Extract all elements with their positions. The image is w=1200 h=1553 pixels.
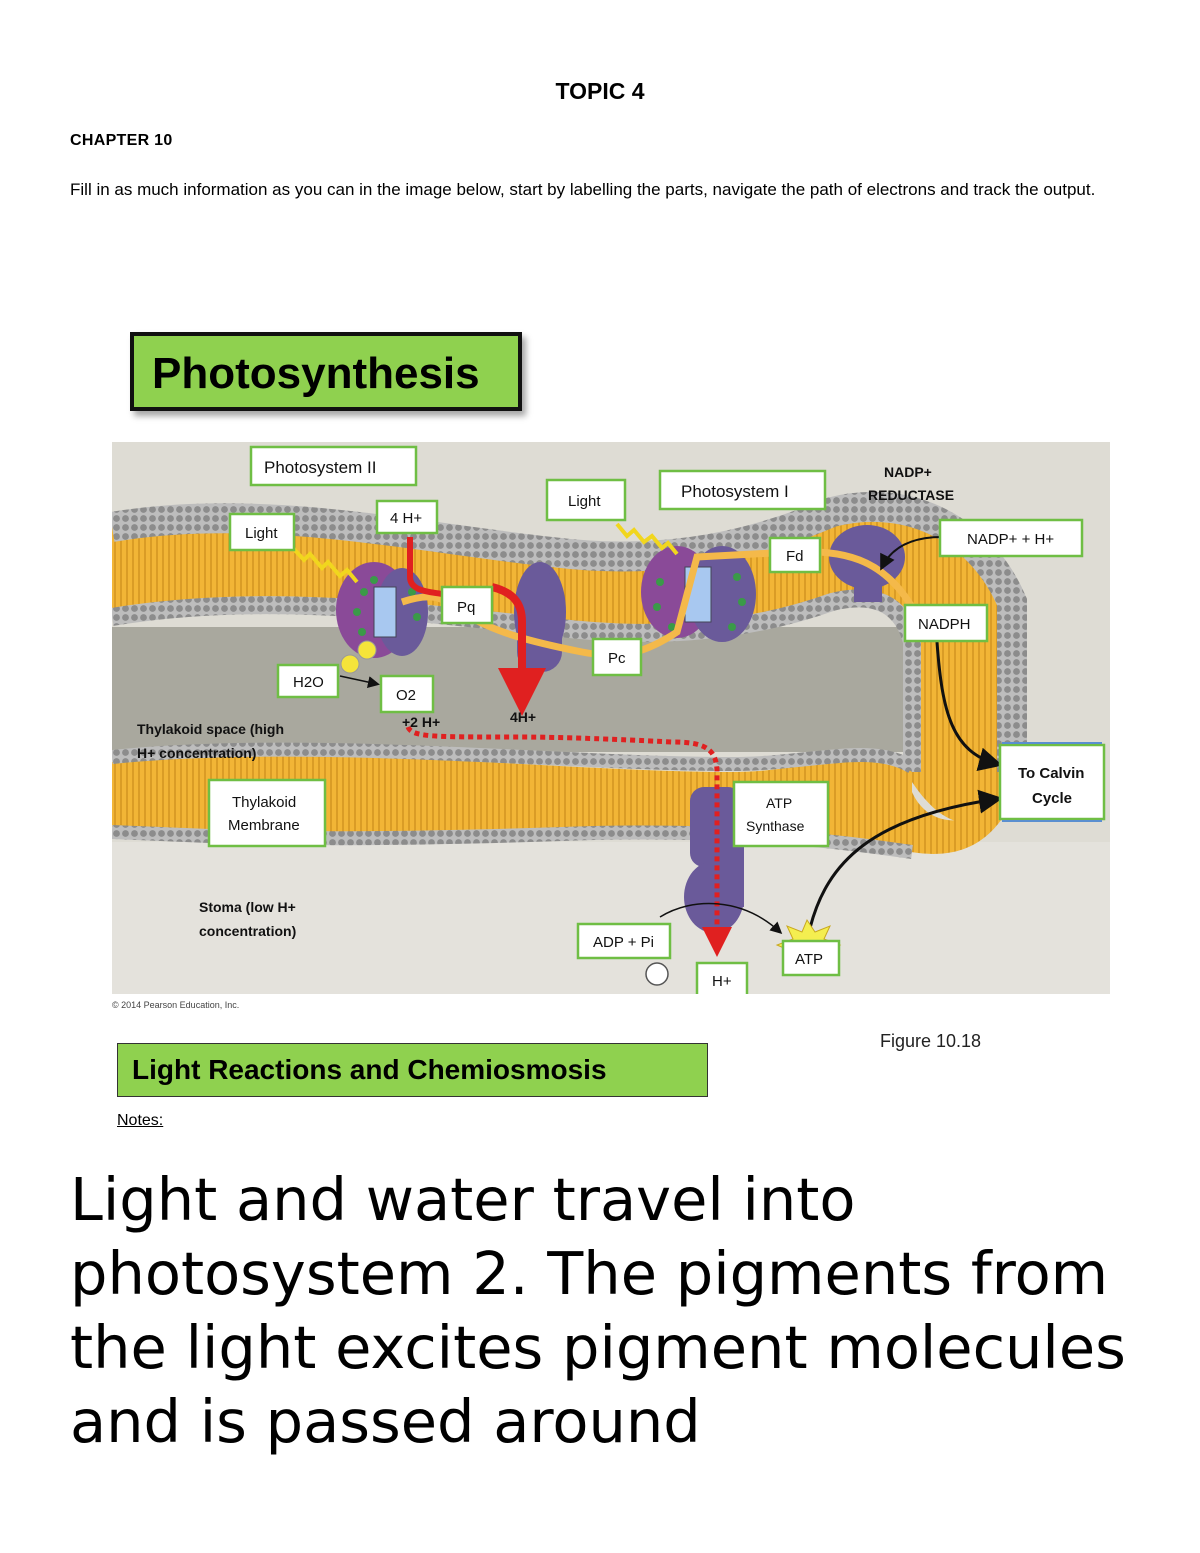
label-thylakoid-space-line2: H+ concentration) bbox=[137, 745, 257, 761]
light-reactions-title: Light Reactions and Chemiosmosis bbox=[117, 1043, 708, 1097]
label-o2: O2 bbox=[396, 687, 417, 704]
label-thylakoid-membrane-line2: Membrane bbox=[228, 817, 300, 834]
label-box-h2o bbox=[278, 665, 338, 697]
label-thylakoid-membrane-line1: Thylakoid bbox=[232, 794, 297, 811]
empty-marker-circle bbox=[646, 963, 668, 985]
label-box-photosystem-ii bbox=[251, 447, 416, 485]
label-box-atp-synthase bbox=[734, 782, 828, 846]
label-nadph: NADPH bbox=[918, 616, 971, 633]
label-box-o2 bbox=[381, 676, 433, 712]
label-pc: Pc bbox=[608, 650, 626, 667]
label-h-plus: H+ bbox=[712, 973, 732, 990]
label-box-atp bbox=[783, 941, 839, 975]
label-stroma-line2: concentration) bbox=[199, 923, 297, 939]
topic-heading: TOPIC 4 bbox=[555, 78, 645, 104]
label-4h-plus: 4 H+ bbox=[390, 510, 423, 527]
label-thylakoid-space-line1: Thylakoid space (high bbox=[137, 721, 285, 737]
figure-caption: Figure 10.18 bbox=[880, 1031, 982, 1051]
label-box-fd bbox=[770, 538, 820, 572]
label-light-left: Light bbox=[245, 525, 278, 542]
label-stroma-line1: Stoma (low H+ bbox=[199, 899, 296, 915]
label-2h-plus: +2 H+ bbox=[402, 714, 441, 730]
label-calvin-line1: To Calvin bbox=[1018, 765, 1085, 782]
label-photosystem-ii: Photosystem II bbox=[264, 458, 377, 477]
chapter-heading: CHAPTER 10 bbox=[70, 132, 173, 149]
label-box-4h bbox=[377, 501, 437, 533]
label-box-thylakoid-membrane bbox=[209, 780, 325, 846]
label-nadp-reductase-line2: REDUCTASE bbox=[868, 487, 955, 503]
label-nadp-h: NADP+ + H+ bbox=[967, 531, 1055, 548]
label-fd: Fd bbox=[786, 548, 804, 565]
label-box-adp-pi bbox=[578, 924, 670, 958]
notes-label: Notes: bbox=[117, 1112, 164, 1129]
label-h2o: H2O bbox=[293, 674, 324, 691]
label-atp-synthase-line1: ATP bbox=[766, 795, 793, 811]
label-box-h-plus bbox=[697, 963, 747, 994]
label-atp-synthase-line2: Synthase bbox=[746, 818, 805, 834]
label-box-pq bbox=[442, 587, 492, 623]
light-reactions-diagram bbox=[112, 442, 1110, 994]
label-box-photosystem-i bbox=[660, 471, 825, 509]
label-box-calvin-cycle bbox=[1000, 743, 1104, 821]
label-4h: 4H+ bbox=[510, 709, 537, 725]
label-photosystem-i: Photosystem I bbox=[681, 482, 789, 501]
stroma-area bbox=[112, 842, 1110, 994]
label-atp: ATP bbox=[795, 951, 824, 968]
label-calvin-line2: Cycle bbox=[1032, 790, 1073, 807]
label-box-pc bbox=[593, 639, 641, 675]
label-light-right: Light bbox=[568, 493, 601, 510]
instructions-text: Fill in as much information as you can in the image below, start by labelling the parts, navigate the path of electrons and track the output. bbox=[70, 180, 1096, 199]
label-pq: Pq bbox=[457, 599, 476, 616]
copyright-notice: © 2014 Pearson Education, Inc. bbox=[112, 1000, 240, 1010]
photosynthesis-title: Photosynthesis bbox=[130, 332, 522, 411]
label-box-nadph bbox=[905, 605, 987, 641]
label-nadp-reductase-line1: NADP+ bbox=[884, 464, 932, 480]
notes-body: Light and water travel into photosystem 2. The pigments from the light excites pigment molecules and is passed around bbox=[70, 1165, 1126, 1456]
label-box-light-right bbox=[547, 480, 625, 520]
label-box-light-left bbox=[230, 514, 294, 550]
label-adp-pi: ADP + Pi bbox=[593, 934, 655, 951]
label-box-nadp-h bbox=[940, 520, 1082, 556]
